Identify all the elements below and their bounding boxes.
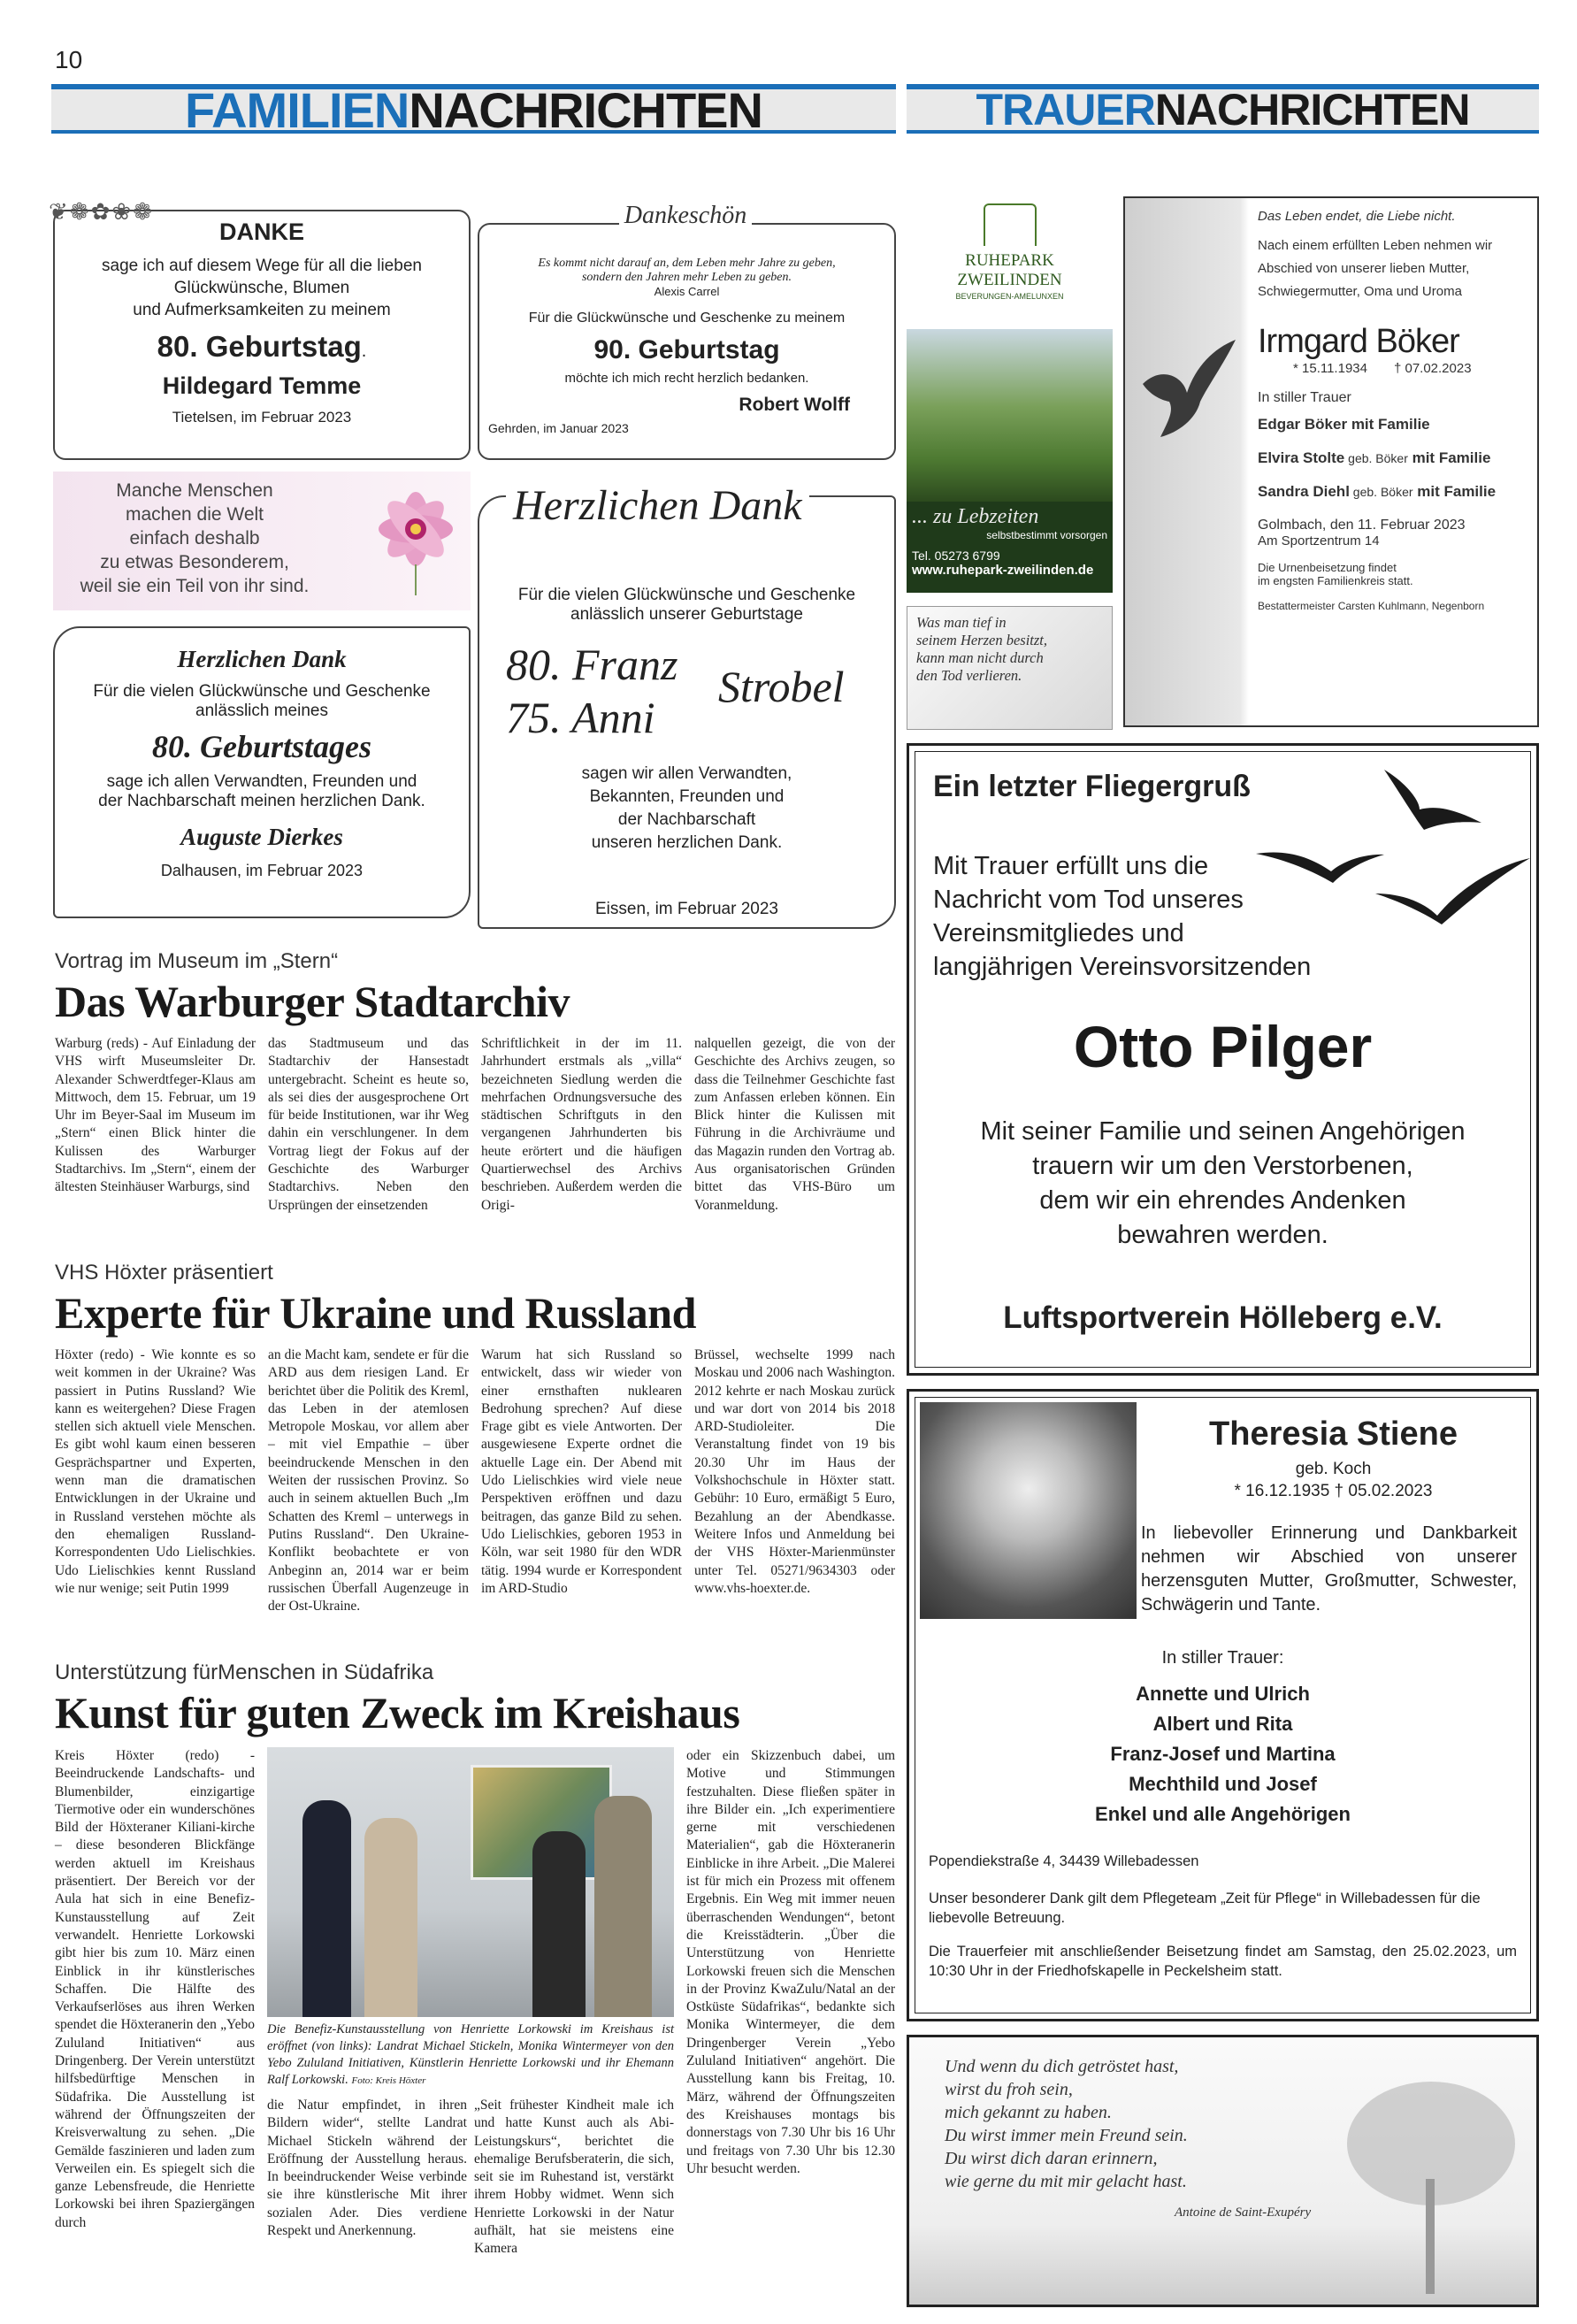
ad-name: Robert Wolff (739, 395, 850, 415)
quote-box: Was man tief in seinem Herzen besitzt, kann man nicht durch den Tod verlieren. (907, 606, 1113, 730)
article2-headline: Experte für Ukraine und Russland (55, 1288, 696, 1338)
photo-credit: Foto: Kreis Höxter (351, 2075, 426, 2086)
trauer-header: TRAUER NACHRICHTEN (907, 84, 1539, 134)
article3-kicker: Unterstützung fürMenschen in Südafrika (55, 1661, 434, 1684)
ad-flower: Manche Menschen machen die Welt einfach deshalb zu etwas Besonderem, weil sie ein Teil von ihr sind. (53, 472, 471, 610)
ad-name: Auguste Dierkes (180, 824, 343, 850)
portrait-photo (920, 1402, 1137, 1619)
ad-strobel: Herzlichen Dank Für die vielen Glückwünsche und Geschenke anlässlich unserer Geburtstage 80. Franz 75. Anni Strobel sagen wir allen Verwandten, Bekannten, Freunden und der Nachbarschaft unseren herzlichen Dank. Eissen, im Februar 2023 (478, 495, 896, 929)
ad-temme: DANKE sage ich auf diesem Wege für all die lieben Glückwünsche, Blumen und Aufmerksamkeiten zu meinem 80. Geburtstag. Hildegard Temme Tietelsen, im Februar 2023 (53, 210, 471, 460)
article3-headline: Kunst für guten Zweck im Kreishaus (55, 1688, 740, 1737)
ad-dierkes: Herzlichen Dank Für die vielen Glückwünsche und Geschenke anlässlich meines 80. Geburtstages sage ich allen Verwandten, Freunden und der Nachbarschaft meinen herzlichen Dank. Auguste Dierkes Dalhausen, im Februar 2023 (53, 626, 471, 918)
obituary-stiene: Theresia Stiene geb. Koch * 16.12.1935 † 05.02.2023 In liebevoller Erinnerung und Dankbarkeit nehmen wir Abschied von unserer herzensguten Mutter, Großmutter, Schwester, Schwägerin und Tante. In stiller Trauer: Annette und Ulrich Albert und Rita Franz-Josef und Martina Mechthild und Josef Enkel und alle Angehörigen Popendiekstraße 4, 34439 Willebadessen Unser besonderer Dank gilt dem Pflegeteam „Zeit für Pflege“ in Willebadessen für die liebevolle Betreuung. Die Trauerfeier mit anschließender Beisetzung findet am Samstag, den 25.02.2023, um 10:30 Uhr in der Friedhofskapelle in Peckelsheim statt. (907, 1389, 1539, 2021)
deceased-name: Theresia Stiene (1209, 1415, 1458, 1453)
photo-caption: Die Benefiz-Kunstausstellung von Henriette Lorkowski im Kreishaus ist eröffnet (von links): Landrat Michael Stickeln, Monika Wintermeyer von den Yebo Zululand Initiativen, Künstlerin Henriette Lorkowski und ihr Ehemann Ralf Lorkowski. (267, 2022, 674, 2087)
article3-body: Kreis Höxter (redo) - Beeindruckende Landschafts- und Blumenbilder, einzigartige Tiermotive oder ein wunderschönes Bild der Höxteraner Kiliani-kirche – diese besonderen Blickfänge werden aktuell im Kreishaus präsentiert. Der Bereich vor der Aula hat sich in eine Benefiz-Kunstausstellung auf Zeit verwandelt. Henriette Lorkowski gibt hier bis zum 10. März einen Einblick in ihr künstlerisches Schaffen. Die Hälfte des Verkaufserlöses aus ihren Werken spendet die Höxteranerin den „Yebo Zululand Initiativen“ aus Dringenberg. Der Verein unterstützt hilfsbedürftige Menschen in Südafrika. Die Ausstellung ist während der Öffnungszeiten der Kreisverwaltung zu sehen. „Die Gemälde faszinieren und laden zum Verweilen ein. Es spiegelt sich die ganze Lebensfreude, die Henriette Lorkowski bei ihren Spaziergängen durch Die Benefiz-Kunstausstellung von Henriette Lorkowski im Kreishaus ist eröffnet (von links): Landrat Michael Stickeln, Monika Wintermeyer von den Yebo Zululand Initiativen, Künstlerin Henriette Lorkowski und ihr Ehemann Ralf Lorkowski. Foto: Kreis Höxter die Natur empfindet, in ihren Bildern wider“, stellte Landrat Michael Stickeln während der Eröffnung der Ausstellung heraus. In beeindruckender Weise verbinde sie ihre künstlerische Mit ihrer sozialen Ader. Dies verdiene Respekt und Anerkennung. „Seit frühester Kindheit male ich und hatte Kunst auch als Abi-Leistungskurs“, berichtet die ehemalige Berufsberaterin, die sich, seit sie im Ruhestand ist, verstärkt ihrem Hobby widmet. Wenn sich Henriette Lorkowski in der Natur aufhält, hat sie meistens eine Kamera oder ein Skizzenbuch dabei, um Motive und Stimmungen festzuhalten. Diese fließen später in ihre Bilder ein. „Ich experimentiere gerne mit verschiedenen Materialien“, gab die Höxteranerin Einblicke in ihre Arbeit. „Die Malerei ist für mich ein Prozess mit offenem Ergebnis. Ein Weg mit immer neuen überraschenden Wendungen“, betont die Kreisstädterin. „Über die Unterstützung von Henriette Lorkowski freuen sich die Menschen in der Provinz KwaZulu/Natal an der Ostküste Südafrikas“, bedankte sich Monika Wintermeyer, die dem Dringenberger Verein „Yebo Zululand Initiativen“ angehört. Die Ausstellung kann bis Freitag, 10. März, während der Öffnungszeiten des Kreishauses montags bis donnerstags von 7.30 Uhr bis 16 Uhr und freitags von 7.30 Uhr bis 12.30 Uhr besucht werden. (55, 1748, 895, 2257)
obituary-boeker: Das Leben endet, die Liebe nicht. Nach einem erfüllten Leben nehmen wir Abschied von unserer lieben Mutter, Schwiegermutter, Oma und Uroma Irmgard Böker * 15.11.1934 † 07.02.2023 In stiller Trauer Edgar Böker mit Familie Elvira Stolte geb. Böker mit Familie Sandra Diehl geb. Böker mit Familie Golmbach, den 11. Februar 2023 Am Sportzentrum 14 Die Urnenbeisetzung findet im engsten Familienkreis statt. Bestattermeister Carsten Kuhlmann, Negenborn (1123, 196, 1539, 727)
ruhepark-logo (984, 203, 1037, 246)
exhibition-photo (267, 1747, 674, 2017)
cosmos-flower-icon (367, 480, 464, 595)
article1-headline: Das Warburger Stadtarchiv (55, 977, 570, 1026)
tree-icon (1334, 2073, 1528, 2303)
ad-wolff: Es kommt nicht darauf an, dem Leben mehr Jahre zu geben, sondern den Jahren mehr Leben zu geben. Alexis Carrel Für die Glückwünsche und Geschenke zu meinem 90. Geburtstag möchte ich mich recht herzlich bedanken. Robert Wolff Gehrden, im Januar 2023 (478, 223, 896, 460)
article2-body: Höxter (redo) - Wie konnte es so weit kommen in der Ukraine? Was passiert in Putins Russland? Wie kann es weitergehen? Diese Fragen stellen sich aktuell viele Menschen. Es gibt wohl kaum einen besseren Gesprächspartner und Experten, wenn man die dramatischen Entwicklungen in der Ukraine und in Russland verstehen möchte als den ehemaligen Russland-Korrespondenten Udo Lielischkies. Udo Lielischkies kennt Russland wie nur wenige; seit Putin 1999 an die Macht kam, sendete er für die ARD aus dem riesigen Land. Er berichtet über die Politik des Kreml, das Leben in der atemlosen Metropole Moskau, vor allem aber – mit viel Empathie – über beeindruckende Menschen in den Weiten der russischen Provinz. So auch in seinem aktuellen Buch „Im Schatten des Kreml – unterwegs in Putins Russland“. Den Ukraine-Konflikt beobachtete er von Anbeginn an, 2014 war er beim russischen Überfall Augenzeuge in der Ost-Ukraine. Warum hat sich Russland so entwickelt, dass wir wieder von einer ernsthaften nuklearen Bedrohung sprechen? Auf diese Frage gibt es viele Antworten. Der ausgewiesene Experte ordnet die aktuelle Lage ein. Der Abend mit Udo Lielischkies wird viele neue Perspektiven eröffnen und dazu beitragen, das ganze Bild zu sehen. Udo Lielischkies, geboren 1953 in Köln, war seit 1980 für den WDR tätig. 1994 wurde er Korrespondent im ARD-Studio Brüssel, wechselte 1999 nach Moskau und 2006 nach Washington. 2012 kehrte er nach Moskau zurück und war dort von 2014 bis 2018 ARD-Studioleiter. Die Veranstaltung findet von 19 bis 20.30 Uhr im Haus der Volkshochschule in Höxter statt. Gebühr: 10 Euro, ermäßigt 5 Euro, Bezahlung an der Abendkasse. Weitere Infos und Anmeldung bei der VHS Höxter-Marienmünster unter Tel. 05271/9634303 oder www.vhs-hoexter.de. (55, 1347, 895, 1615)
article1-body: Warburg (reds) - Auf Einladung der VHS wirft Museumsleiter Dr. Alexander Schwerdtfeger-Klaus am Mittwoch, dem 15. Februar, um 19 Uhr im Beyer-Saal im Museum im „Stern“ einen Blick hinter die Kulissen des Warburger Stadtarchivs. Im „Stern“, einem der ältesten Steinhäuser Warburgs, sind das Stadtmuseum und das Stadtarchiv der Hansestadt untergebracht. Scheint es heute so, als sei dies der ausgesprochene Ort für beide Institutionen, war ihr Weg dahin ein verschlungener. In dem Vortrag liegt der Fokus auf der Geschichte des Warburger Stadtarchivs. Neben den Ursprüngen der einsetzenden Schriftlichkeit in der im 11. Jahrhundert erstmals als „villa“ bezeichneten Siedlung werden die mehrfachen Ordnungsversuche des städtischen Schriftguts in den vergangenen Jahrhunderten bis heute erörtert und die häufigen Quartierwechsel des Archivs beschrieben. Außerdem werden die Origi- nalquellen gezeigt, die von der Geschichte des Archivs zeugen, so dass die Teilnehmer Geschichte fast zum Anfassen erleben können. Ein Blick hinter die Kulissen mit Führung in die Archivräume und das Magazin runden den Vortrag ab. Aus organisatorischen Gründen bittet das VHS-Büro um Voranmeldung. (55, 1036, 895, 1213)
ad-title: DANKE (218, 219, 304, 245)
dankeschoen-script: Dankeschön (619, 202, 752, 230)
deceased-name: Irmgard Böker (1258, 323, 1459, 360)
page-number: 10 (55, 46, 83, 73)
familien-header: FAMILIEN NACHRICHTEN (51, 84, 896, 134)
poem-box: Und wenn du dich getröstet hast, wirst du froh sein, mich gekannt zu haben. Du wirst immer mein Freund sein. Du wirst dich daran erinnern, wie gerne du mit mir gelacht hast. Antoine de Saint-Exupéry (907, 2035, 1539, 2307)
park-photo (907, 329, 1113, 502)
article2-kicker: VHS Höxter präsentiert (55, 1261, 273, 1285)
ruhepark-ad: RUHEPARK ZWEILINDEN BEVERUNGEN-AMELUNXEN ... zu Lebzeiten selbstbestimmt vorsorgen Tel. 05273 6799 www.ruhepark-zweilinden.de (907, 196, 1113, 593)
ad-name: Hildegard Temme (162, 372, 362, 399)
dove-icon (1134, 331, 1240, 446)
article1-kicker: Vortrag im Museum im „Stern“ (55, 949, 339, 973)
floral-ornament: ❦❁✿❀❁ (49, 198, 154, 225)
deceased-name: Otto Pilger (1073, 1014, 1373, 1079)
obituary-pilger: Ein letzter Fliegergruß Mit Trauer erfüllt uns die Nachricht vom Tod unseres Vereinsmitgliedes und langjährigen Vereinsvorsitzenden Otto Pilger Mit seiner Familie und seinen Angehörigen trauern wir um den Verstorbenen, dem wir ein ehrendes Andenken bewahren werden. Luftsportverein Hölleberg e.V. (907, 743, 1539, 1376)
